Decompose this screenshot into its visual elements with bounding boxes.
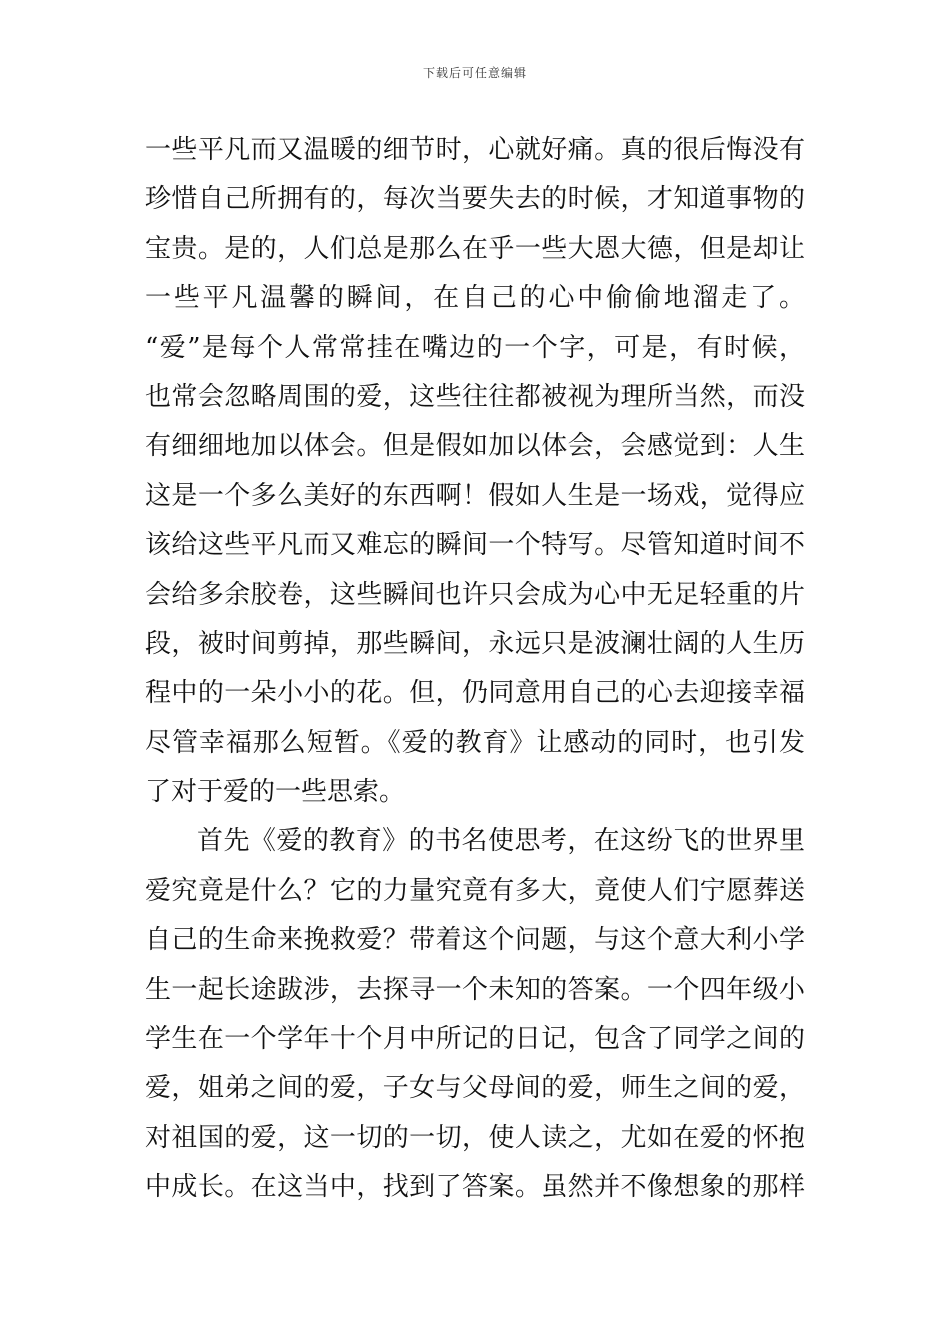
text-line: 也常会忽略周围的爱，这些往往都被视为理所当然，而没	[145, 381, 805, 412]
text-line: 会给多余胶卷，这些瞬间也许只会成为心中无足轻重的片	[145, 579, 805, 610]
document-body	[145, 126, 805, 1213]
text-line: 一些平凡温馨的瞬间，在自己的心中偷偷地溜走了。	[145, 283, 805, 314]
text-line: 爱究竟是什么？它的力量究竟有多大，竟使人们宁愿葬送	[145, 875, 805, 906]
text-line: 这是一个多么美好的东西啊！假如人生是一场戏，觉得应	[145, 480, 805, 511]
text-line: 生一起长途跋涉，去探寻一个未知的答案。一个四年级小	[145, 974, 805, 1005]
page-header: 下载后可任意编辑	[422, 66, 527, 80]
text-line: 自己的生命来挽救爱？带着这个问题，与这个意大利小学	[145, 925, 805, 956]
text-line: 一些平凡而又温暖的细节时，心就好痛。真的很后悔没有	[145, 135, 805, 165]
text-line: 了对于爱的一些思索。	[145, 777, 406, 808]
text-line: 段，被时间剪掉，那些瞬间，永远只是波澜壮阔的人生历	[145, 628, 805, 659]
text-line: 中成长。在这当中，找到了答案。虽然并不像想象的那样	[145, 1172, 805, 1203]
text-line: 首先《爱的教育》的书名使思考，在这纷飞的世界里	[197, 826, 805, 857]
text-line: 尽管幸福那么短暂。《爱的教育》让感动的同时，也引发	[145, 727, 805, 758]
text-line: 珍惜自己所拥有的，每次当要失去的时候，才知道事物的	[145, 184, 805, 215]
text-line: 对祖国的爱，这一切的一切，使人读之，尤如在爱的怀抱	[145, 1122, 805, 1153]
text-line: 宝贵。是的，人们总是那么在乎一些大恩大德，但是却让	[145, 233, 805, 264]
text-line: 学生在一个学年十个月中所记的日记，包含了同学之间的	[145, 1024, 805, 1055]
text-line: 爱，姐弟之间的爱，子女与父母间的爱，师生之间的爱，	[145, 1073, 805, 1104]
text-line: 该给这些平凡而又难忘的瞬间一个特写。尽管知道时间不	[145, 530, 805, 561]
text-line: “爱”是每个人常常挂在嘴边的一个字，可是，有时候，	[145, 332, 805, 363]
text-line: 有细细地加以体会。但是假如加以体会，会感觉到：人生	[145, 431, 805, 462]
text-line: 程中的一朵小小的花。但，仍同意用自己的心去迎接幸福	[145, 678, 805, 709]
